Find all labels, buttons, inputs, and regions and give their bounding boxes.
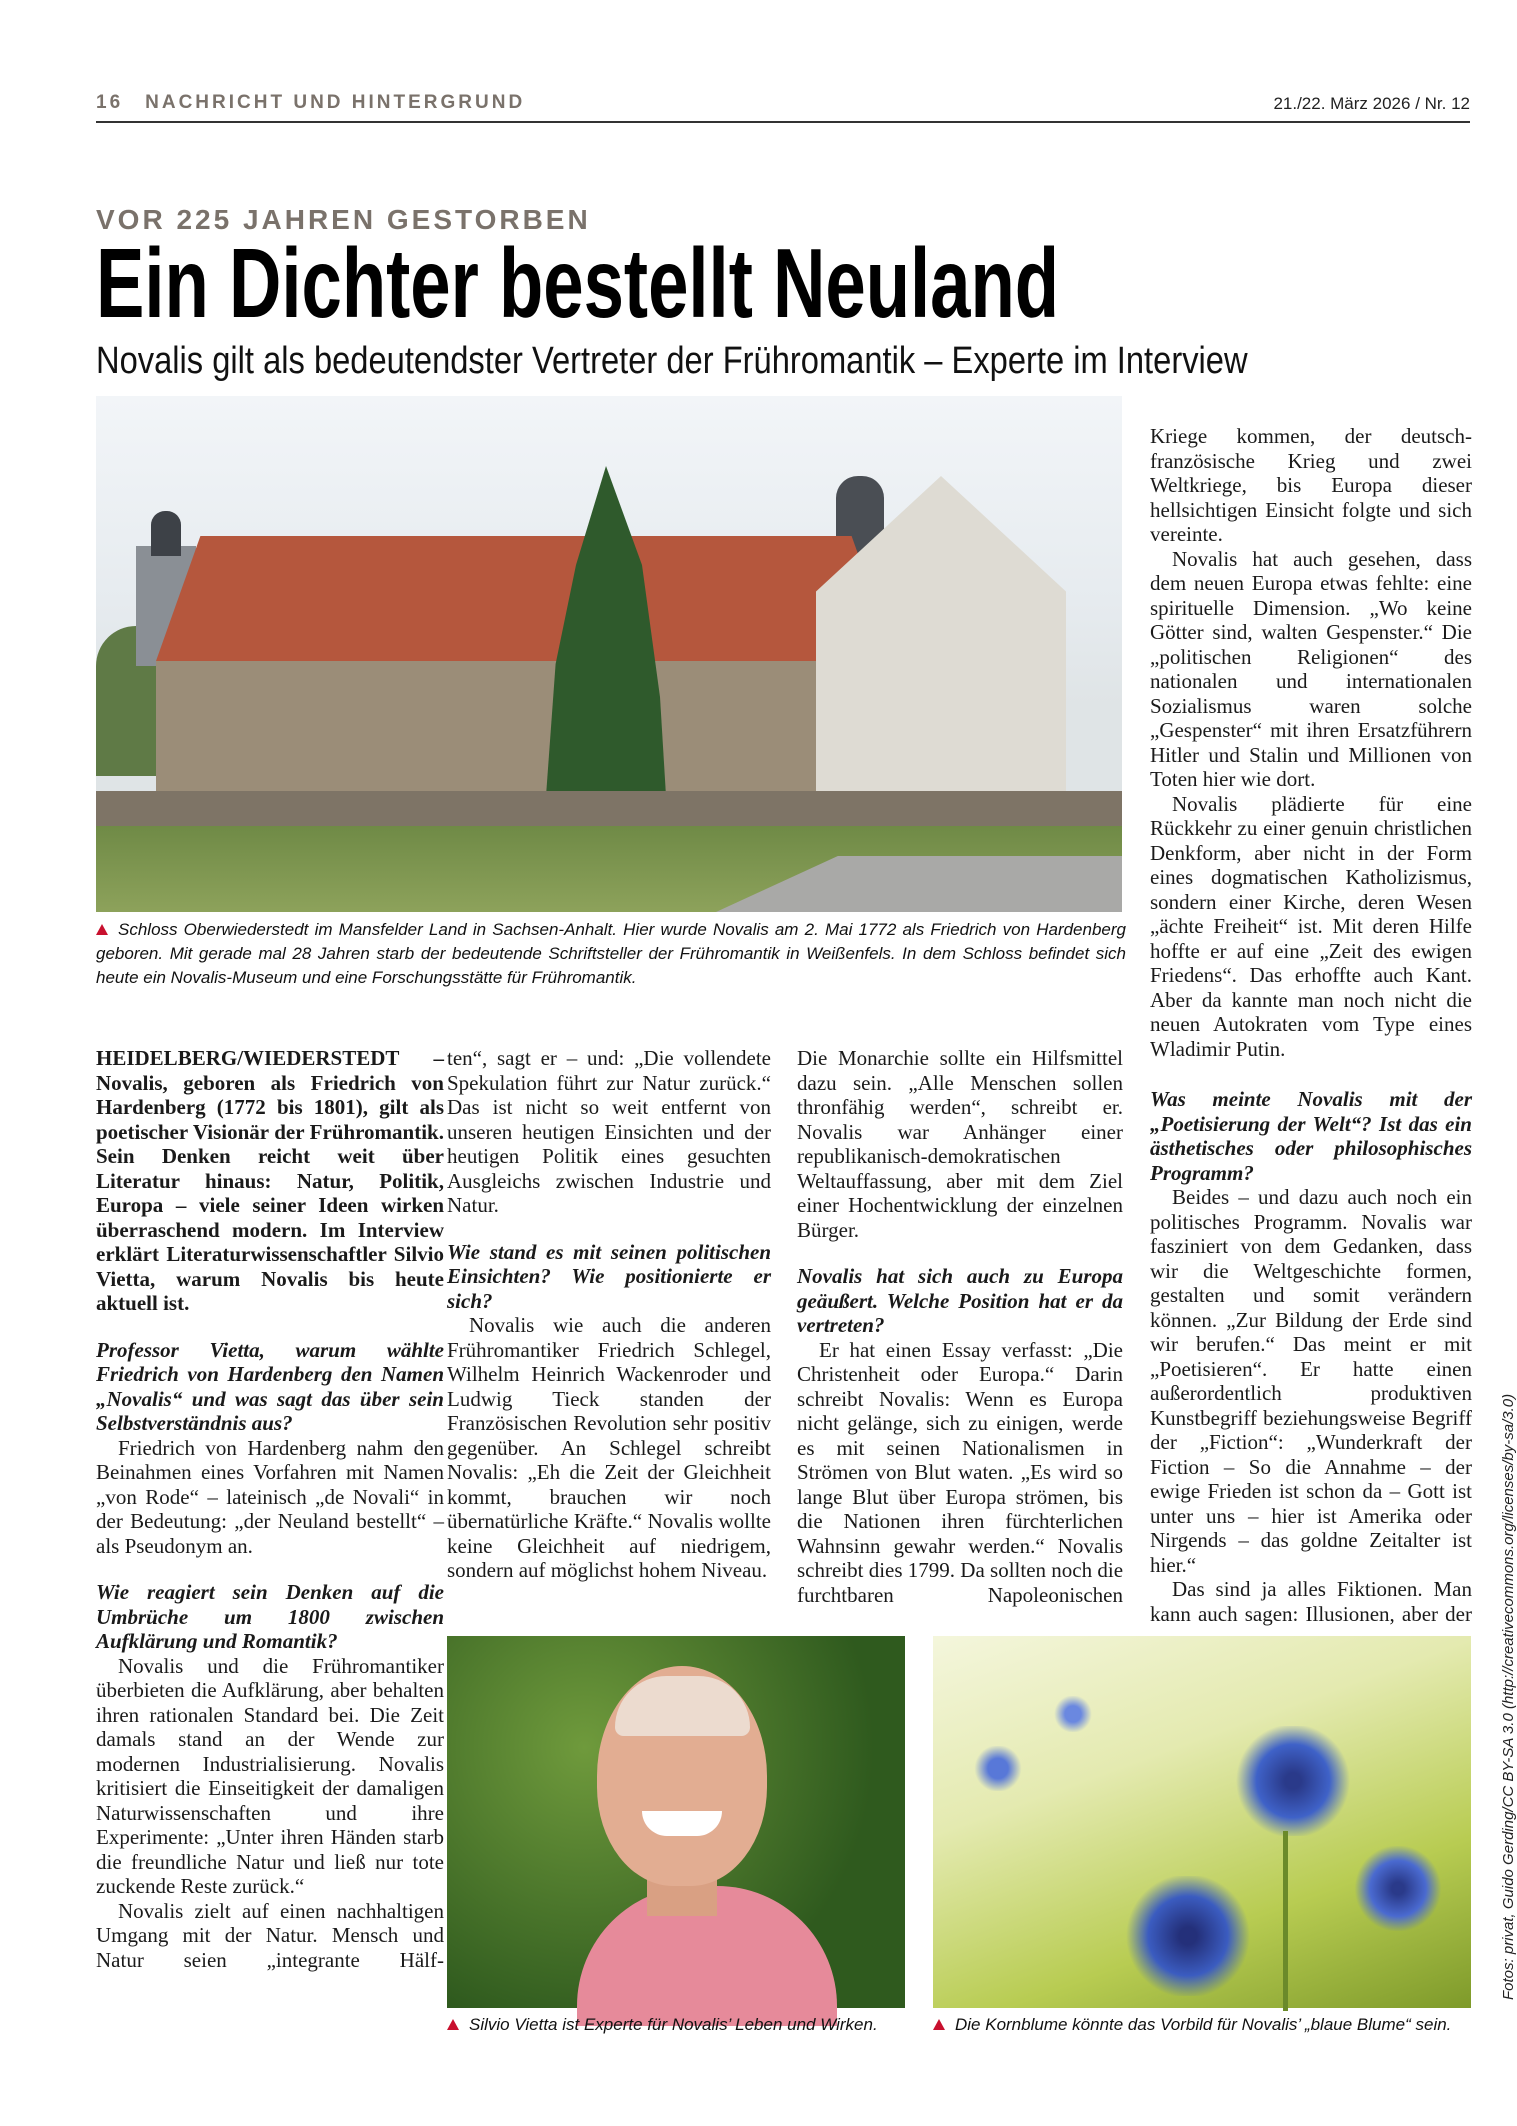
page-section-header: [96, 92, 525, 114]
interview-answer: Novalis und die Frühromantiker überbieten die Aufklärung, aber behalten ihren rationalen Standard bei. Die Zeit damals stand an der Wende zur modernen Industrialisierung. Novalis kritisiert die Einseitigkeit der damaligen Naturwissenschaften und ihre Experimente: „Unter ihren Händen starb die freundliche Natur und ließ nur tote zuckende Reste zurück.“: [96, 1653, 444, 1898]
interview-answer: Novalis zielt auf einen nachhaltigen Umgang mit der Natur. Mensch und Natur seien „integrante Hälf-: [96, 1898, 444, 1972]
interview-question: Professor Vietta, warum wählte Friedrich von Hardenberg den Namen „Novalis“ und was sagt das über sein Selbstverständnis aus?: [96, 1337, 444, 1435]
caption-text: Die Kornblume könnte das Vorbild für Novalis’ „blaue Blume“ sein.: [955, 2015, 1452, 2034]
header-divider: [96, 121, 1470, 123]
interview-answer: Er hat einen Essay verfasst: „Die Christenheit oder Europa.“ Darin schreibt Novalis: Wenn es Europa nicht gelänge, sich zu einigen, werde es mit seinen Nationalismen in Strömen von Blut waten. „Es wird so lange Blut über Europa strömen, bis die Nationen ihren fürchterlichen Wahnsinn gewahr werden.“ Novalis schreibt dies 1799. Da sollten noch die furchtbaren Napoleonischen: [797, 1337, 1124, 1607]
caption-marker-icon: [447, 2019, 459, 2030]
interview-answer: Novalis hat auch gesehen, dass dem neuen Europa etwas fehlte: eine spirituelle Dimension. „Wo keine Götter sind, walten Gespenster.“ Die „politischen Religionen“ des nationalen und internationalen Sozialismus waren solche „Gespenster“ mit ihren Ersatzführern Hitler und Stalin und Millionen von Toten hier wie dort.: [1150, 546, 1472, 791]
interview-question: Novalis hat sich auch zu Europa geäußert. Welche Position hat er da vertreten?: [797, 1264, 1123, 1337]
interview-answer: Novalis plädierte für eine Rückkehr zu einer genuin christlichen Denkform, aber nicht in der Form eines dogmatischen Katholizismus, sondern einer Kirche, deren Wesen „ächte Freiheit“ ist. Mit deren Hilfe hoffte er auf eine „Zeit des ewigen Friedens“. Das erhoffte auch Kant. Aber da kannte man noch nicht die neuen Autokraten vom Type eines Wladimir Putin.: [1150, 791, 1472, 1061]
section-name: NACHRICHT UND HINTERGRUND: [145, 92, 526, 113]
interview-answer: Friedrich von Hardenberg nahm den Beinahmen eines Vorfahren mit Namen „von Rode“ – lateinisch „de Novali“ in der Bedeutung: „der Neuland bestellt“ – als Pseudonym an.: [96, 1435, 444, 1558]
caption-marker-icon: [96, 924, 108, 935]
article-kicker: VOR 225 JAHREN GESTORBEN: [96, 204, 591, 235]
interview-answer: Die Monarchie sollte ein Hilfsmittel dazu sein. „Alle Menschen sollen thronfähig werden“, schreibt er. Novalis war Anhänger einer republikanisch-demokratischen Weltauffassung, aber mit dem Ziel einer Hochentwicklung der einzelnen Bürger.: [797, 1046, 1123, 1242]
cornflower-photo-caption: [933, 2013, 1451, 2037]
interview-answer: Das sind ja alles Fiktionen. Man kann auch sagen: Illusionen, aber der: [1150, 1577, 1472, 1626]
caption-text: Silvio Vietta ist Experte für Novalis’ Leben und Wirken.: [469, 2015, 878, 2034]
article-lead: HEIDELBERG/WIEDERSTEDT – Novalis, geboren als Friedrich von Hardenberg (1772 bis 1801), gilt als poetischer Visionär der Frühromantik. Sein Denken reicht weit über Literatur hinaus: Natur, Politik, Europa – viele seiner Ideen wirken überraschend modern. Im Interview erklärt Literaturwissenschaftler Silvio Vietta, warum Novalis bis heute aktuell ist.: [96, 1046, 444, 1315]
article-column-2: [447, 1046, 771, 1583]
interview-question: Was meinte Novalis mit der „Poetisierung der Welt“? Ist das ein ästhetisches oder philosophisches Programm?: [1150, 1087, 1472, 1185]
article-headline: Ein Dichter bestellt Neuland: [96, 228, 1060, 338]
article-column-4: [1150, 424, 1472, 1626]
caption-text: Schloss Oberwiederstedt im Mansfelder Land in Sachsen-Anhalt. Hier wurde Novalis am 2. Mai 1772 als Friedrich von Hardenberg geboren. Mit gerade mal 28 Jahren starb der bedeutende Schriftsteller der Frühromantik in Weißenfels. In dem Schloss befindet sich heute ein Novalis-Museum und eine Forschungsstätte für Frühromantik.: [96, 920, 1126, 987]
page-number: 16: [96, 92, 124, 113]
interview-question: Wie reagiert sein Denken auf die Umbrüche um 1800 zwischen Aufklärung und Romantik?: [96, 1580, 444, 1653]
interview-question: Wie stand es mit seinen politischen Einsichten? Wie positionierte er sich?: [447, 1239, 771, 1313]
cornflower-photo: [933, 1636, 1471, 2008]
interview-answer: Beides – und dazu auch noch ein politisches Programm. Novalis war fasziniert von dem Gedanken, dass wir die Weltgeschichte formen, gestalten und somit verändern können. „Zur Bildung der Erde sind wir berufen.“ Das meint er mit „Poetisieren“. Er hatte einen außerordentlich produktiven Kunstbegriff beziehungsweise Begriff der „Fiction“: „Wunderkraft der Fiction – So die Annahme – der ewige Frieden ist schon da – Gott ist unter uns – hier ist Amerika oder Nirgends – das goldne Zeitalter ist hier.“: [1150, 1185, 1472, 1577]
article-column-1: [96, 1046, 444, 1972]
castle-photo: [96, 396, 1122, 912]
interview-answer: Novalis wie auch die anderen Frühromantiker Friedrich Schlegel, Wilhelm Heinrich Wackenroder und Ludwig Tieck standen der Französischen Revolution sehr positiv gegenüber. An Schlegel schreibt Novalis: „Eh die Zeit der Gleichheit kommt, brauchen wir noch übernatürliche Kräfte.“ Novalis wollte keine Gleichheit auf niedrigem, sondern auf möglichst hohem Niveau.: [447, 1313, 771, 1582]
photo-credit: Fotos: privat, Guido Gerding/CC BY-SA 3.0 (http://creativecommons.org/licenses/by-sa/3.0): [1500, 1393, 1517, 2000]
portrait-photo-caption: [447, 2013, 878, 2037]
caption-marker-icon: [933, 2019, 945, 2030]
interview-answer: ten“, sagt er – und: „Die vollendete Spekulation führt zur Natur zurück.“ Das ist nicht so weit entfernt von unseren heutigen Einsichten und der heutigen Politik eines gesuchten Ausgleichs zwischen Industrie und Natur.: [447, 1046, 771, 1217]
issue-date: 21./22. März 2026 / Nr. 12: [1273, 94, 1470, 113]
article-column-3: [797, 1046, 1123, 1607]
castle-photo-caption: [96, 918, 1126, 990]
interview-answer: Kriege kommen, der deutsch-französische Krieg und zwei Weltkriege, bis Europa dieser hellsichtigen Einsicht folgte und sich vereinte.: [1150, 424, 1472, 546]
article-subtitle: Novalis gilt als bedeutendster Vertreter der Frühromantik – Experte im Interview: [96, 340, 1248, 382]
portrait-photo: [447, 1636, 905, 2008]
